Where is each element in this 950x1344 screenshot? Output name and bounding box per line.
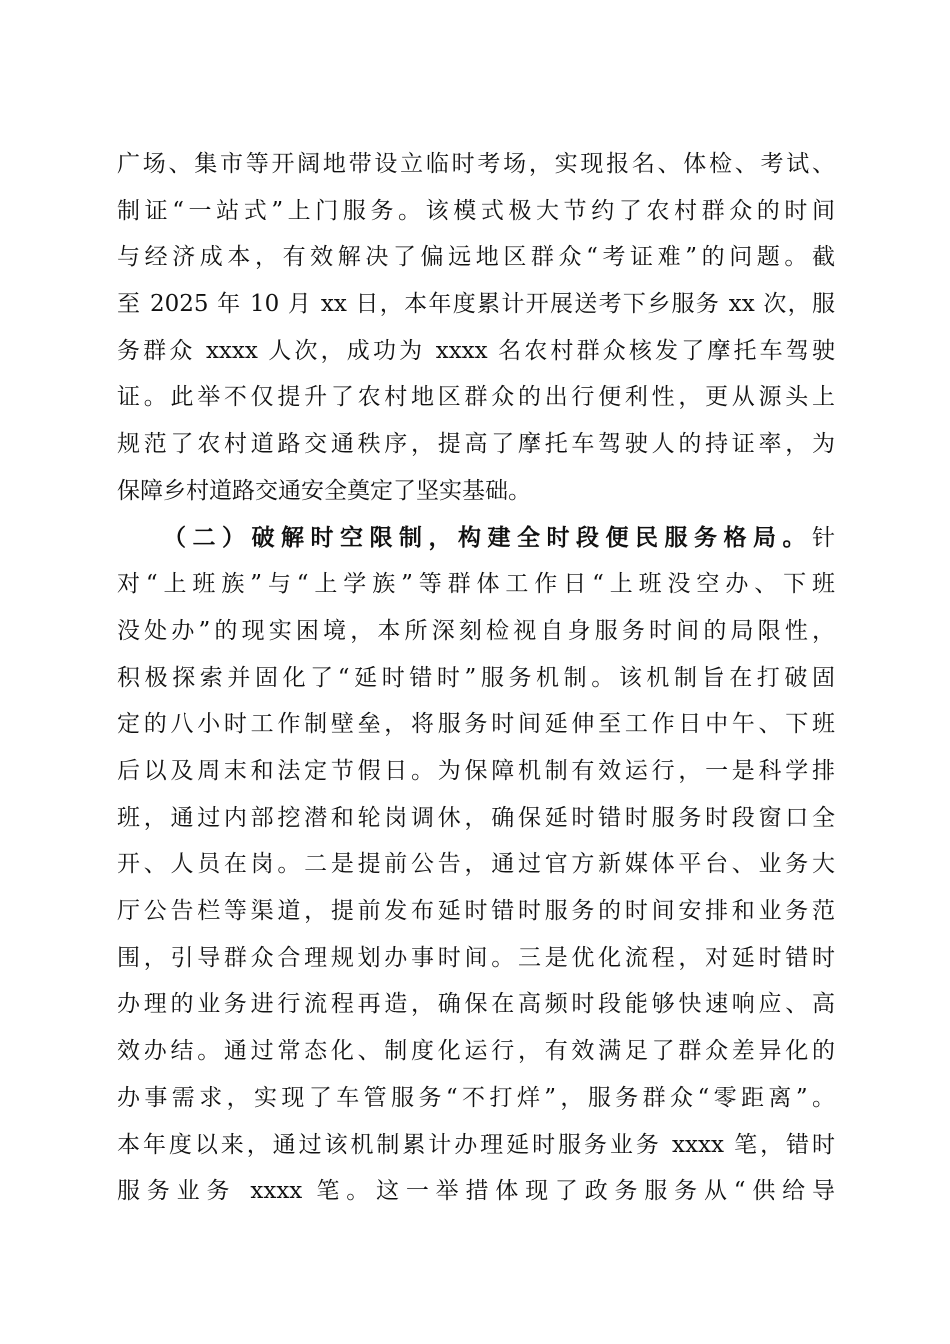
para1-line-6: 证。此举不仅提升了农村地区群众的出行便利性，更从源头上 xyxy=(117,384,835,411)
para2-line-1-rest: 针 xyxy=(812,524,835,551)
para2-line-12: 效办结。通过常态化、制度化运行，有效满足了群众差异化的 xyxy=(117,1038,835,1065)
para1-line-1: 广场、集市等开阔地带设立临时考场，实现报名、体检、考试、 xyxy=(117,151,835,177)
para2-line-1 xyxy=(117,515,835,562)
para2-line-7: 班，通过内部挖潜和轮岗调休，确保延时错时服务时段窗口全 xyxy=(117,804,835,831)
para2-line-4: 积极探索并固化了“延时错时”服务机制。该机制旨在打破固 xyxy=(117,664,835,691)
para2-line-14: 本年度以来，通过该机制累计办理延时服务业务 xxxx 笔，错时 xyxy=(117,1131,835,1158)
para1-line-7: 规范了农村道路交通秩序，提高了摩托车驾驶人的持证率，为 xyxy=(117,431,835,458)
para2-line-9: 厅公告栏等渠道，提前发布延时错时服务的时间安排和业务范 xyxy=(117,898,835,925)
para2-line-15: 服务业务 xxxx 笔。这一举措体现了政务服务从“供给导 xyxy=(117,1178,835,1205)
para2-line-8: 开、人员在岗。二是提前公告，通过官方新媒体平台、业务大 xyxy=(117,851,835,878)
para2-line-5: 定的八小时工作制壁垒，将服务时间延伸至工作日中午、下班 xyxy=(117,711,835,738)
paragraph-2 xyxy=(117,515,835,1215)
para2-line-3: 没处办”的现实困境，本所深刻检视自身服务时间的局限性， xyxy=(117,617,835,644)
section-heading: （二）破解时空限制，构建全时段便民服务格局。 xyxy=(163,523,812,551)
para1-line-3: 与经济成本，有效解决了偏远地区群众“考证难”的问题。截 xyxy=(117,244,835,271)
para2-line-11: 办理的业务进行流程再造，确保在高频时段能够快速响应、高 xyxy=(117,991,835,1018)
para1-line-8: 保障乡村道路交通安全奠定了坚实基础。 xyxy=(117,477,531,504)
para1-line-2: 制证“一站式”上门服务。该模式极大节约了农村群众的时间 xyxy=(117,197,835,224)
para2-line-2: 对“上班族”与“上学族”等群体工作日“上班没空办、下班 xyxy=(117,571,835,598)
para2-line-13: 办事需求，实现了车管服务“不打烊”，服务群众“零距离”。 xyxy=(117,1084,835,1111)
para2-line-10: 围，引导群众合理规划办事时间。三是优化流程，对延时错时 xyxy=(117,944,835,971)
para1-line-4: 至 2025 年 10 月 xx 日，本年度累计开展送考下乡服务 xx 次，服 xyxy=(117,291,835,318)
para2-line-6: 后以及周末和法定节假日。为保障机制有效运行，一是科学排 xyxy=(117,758,835,785)
para1-line-5: 务群众 xxxx 人次，成功为 xxxx 名农村群众核发了摩托车驾驶 xyxy=(117,337,835,364)
paragraph-1 xyxy=(117,141,835,515)
